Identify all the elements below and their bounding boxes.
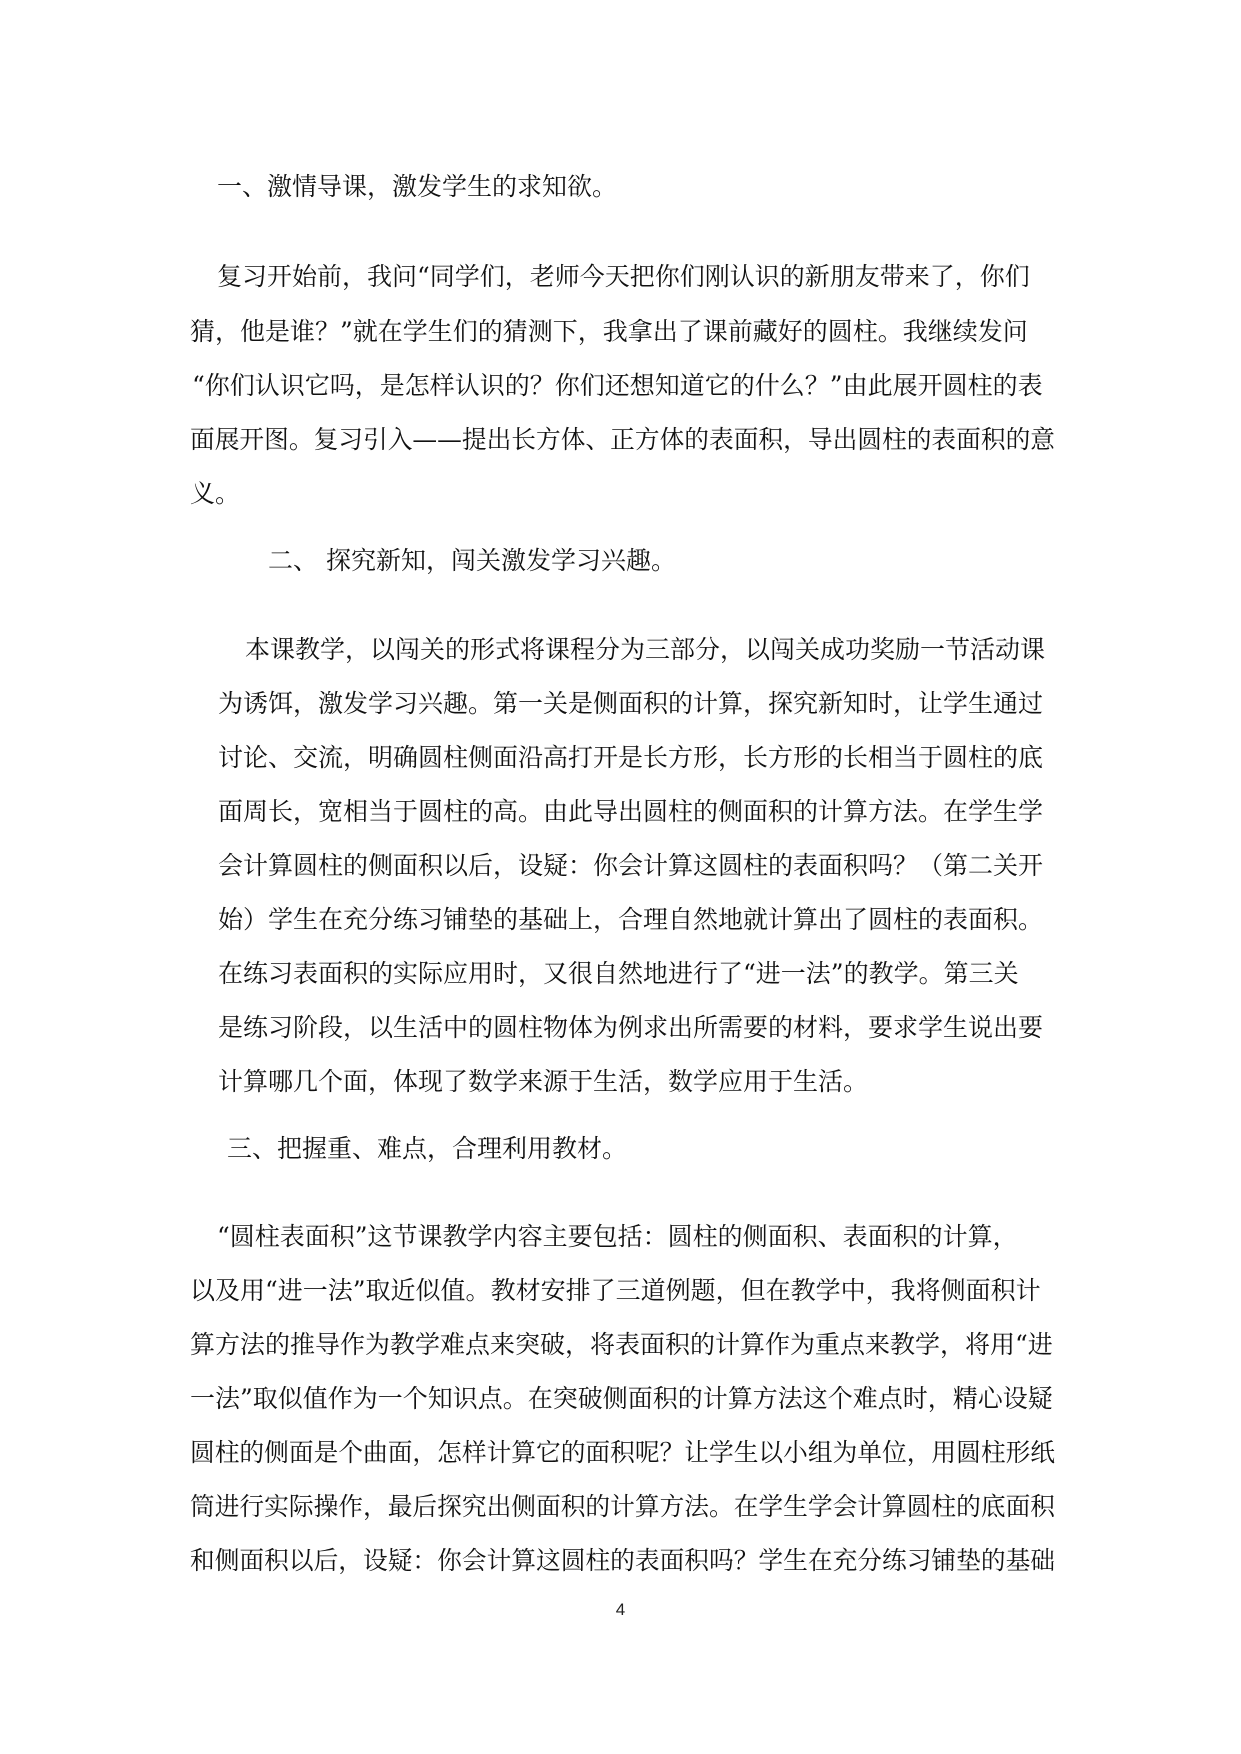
section-1-line-5: 义。 <box>190 479 241 508</box>
section-3-heading: 三、把握重、难点，合理利用教材。 <box>227 1134 628 1163</box>
section-1-line-4: 面展开图。复习引入——提出长方体、正方体的表面积，导出圆柱的表面积的意 <box>190 425 1056 454</box>
section-1-line-3: “你们认识它吗，是怎样认识的？你们还想知道它的什么？”由此展开圆柱的表 <box>192 371 1043 400</box>
section-3-line-2: 以及用“进一法”取近似值。教材安排了三道例题，但在教学中，我将侧面积计 <box>190 1276 1041 1305</box>
section-2-line-3: 讨论、交流，明确圆柱侧面沿高打开是长方形，长方形的长相当于圆柱的底 <box>218 743 1044 772</box>
section-2-line-7: 在练习表面积的实际应用时，又很自然地进行了“进一法”的教学。第三关 <box>218 959 1019 988</box>
section-3-line-6: 筒进行实际操作，最后探究出侧面积的计算方法。在学生学会计算圆柱的底面积 <box>190 1492 1056 1521</box>
section-1-line-2: 猜，他是谁？”就在学生们的猜测下，我拿出了课前藏好的圆柱。我继续发问 <box>190 317 1028 346</box>
section-2-line-5: 会计算圆柱的侧面积以后，设疑：你会计算这圆柱的表面积吗？（第二关开 <box>218 851 1044 880</box>
section-2-heading: 二、 探究新知，闯关激发学习兴趣。 <box>268 546 676 575</box>
section-1-line-1: 复习开始前，我问“同学们，老师今天把你们刚认识的新朋友带来了，你们 <box>217 262 1030 291</box>
section-2-line-4: 面周长，宽相当于圆柱的高。由此导出圆柱的侧面积的计算方法。在学生学 <box>218 797 1044 826</box>
section-3-line-3: 算方法的推导作为教学难点来突破，将表面积的计算作为重点来教学，将用“进 <box>190 1330 1053 1359</box>
section-2-line-6: 始）学生在充分练习铺垫的基础上，合理自然地就计算出了圆柱的表面积。 <box>218 905 1044 934</box>
section-1-heading: 一、激情导课，激发学生的求知欲。 <box>217 172 618 201</box>
section-2-line-8: 是练习阶段，以生活中的圆柱物体为例求出所需要的材料，要求学生说出要 <box>218 1013 1044 1042</box>
section-3-line-4: 一法”取似值作为一个知识点。在突破侧面积的计算方法这个难点时，精心设疑 <box>190 1384 1053 1413</box>
section-2-line-1: 本课教学，以闯关的形式将课程分为三部分，以闯关成功奖励一节活动课 <box>245 635 1046 664</box>
section-2-line-9: 计算哪几个面，体现了数学来源于生活，数学应用于生活。 <box>218 1067 869 1096</box>
section-3-line-5: 圆柱的侧面是个曲面，怎样计算它的面积呢？让学生以小组为单位，用圆柱形纸 <box>190 1438 1056 1467</box>
section-3-line-1: “圆柱表面积”这节课教学内容主要包括：圆柱的侧面积、表面积的计算， <box>217 1222 1018 1251</box>
section-3-line-7: 和侧面积以后，设疑：你会计算这圆柱的表面积吗？学生在充分练习铺垫的基础 <box>190 1546 1056 1575</box>
page-number: 4 <box>615 1600 626 1619</box>
section-2-line-2: 为诱饵，激发学习兴趣。第一关是侧面积的计算，探究新知时，让学生通过 <box>218 689 1044 718</box>
